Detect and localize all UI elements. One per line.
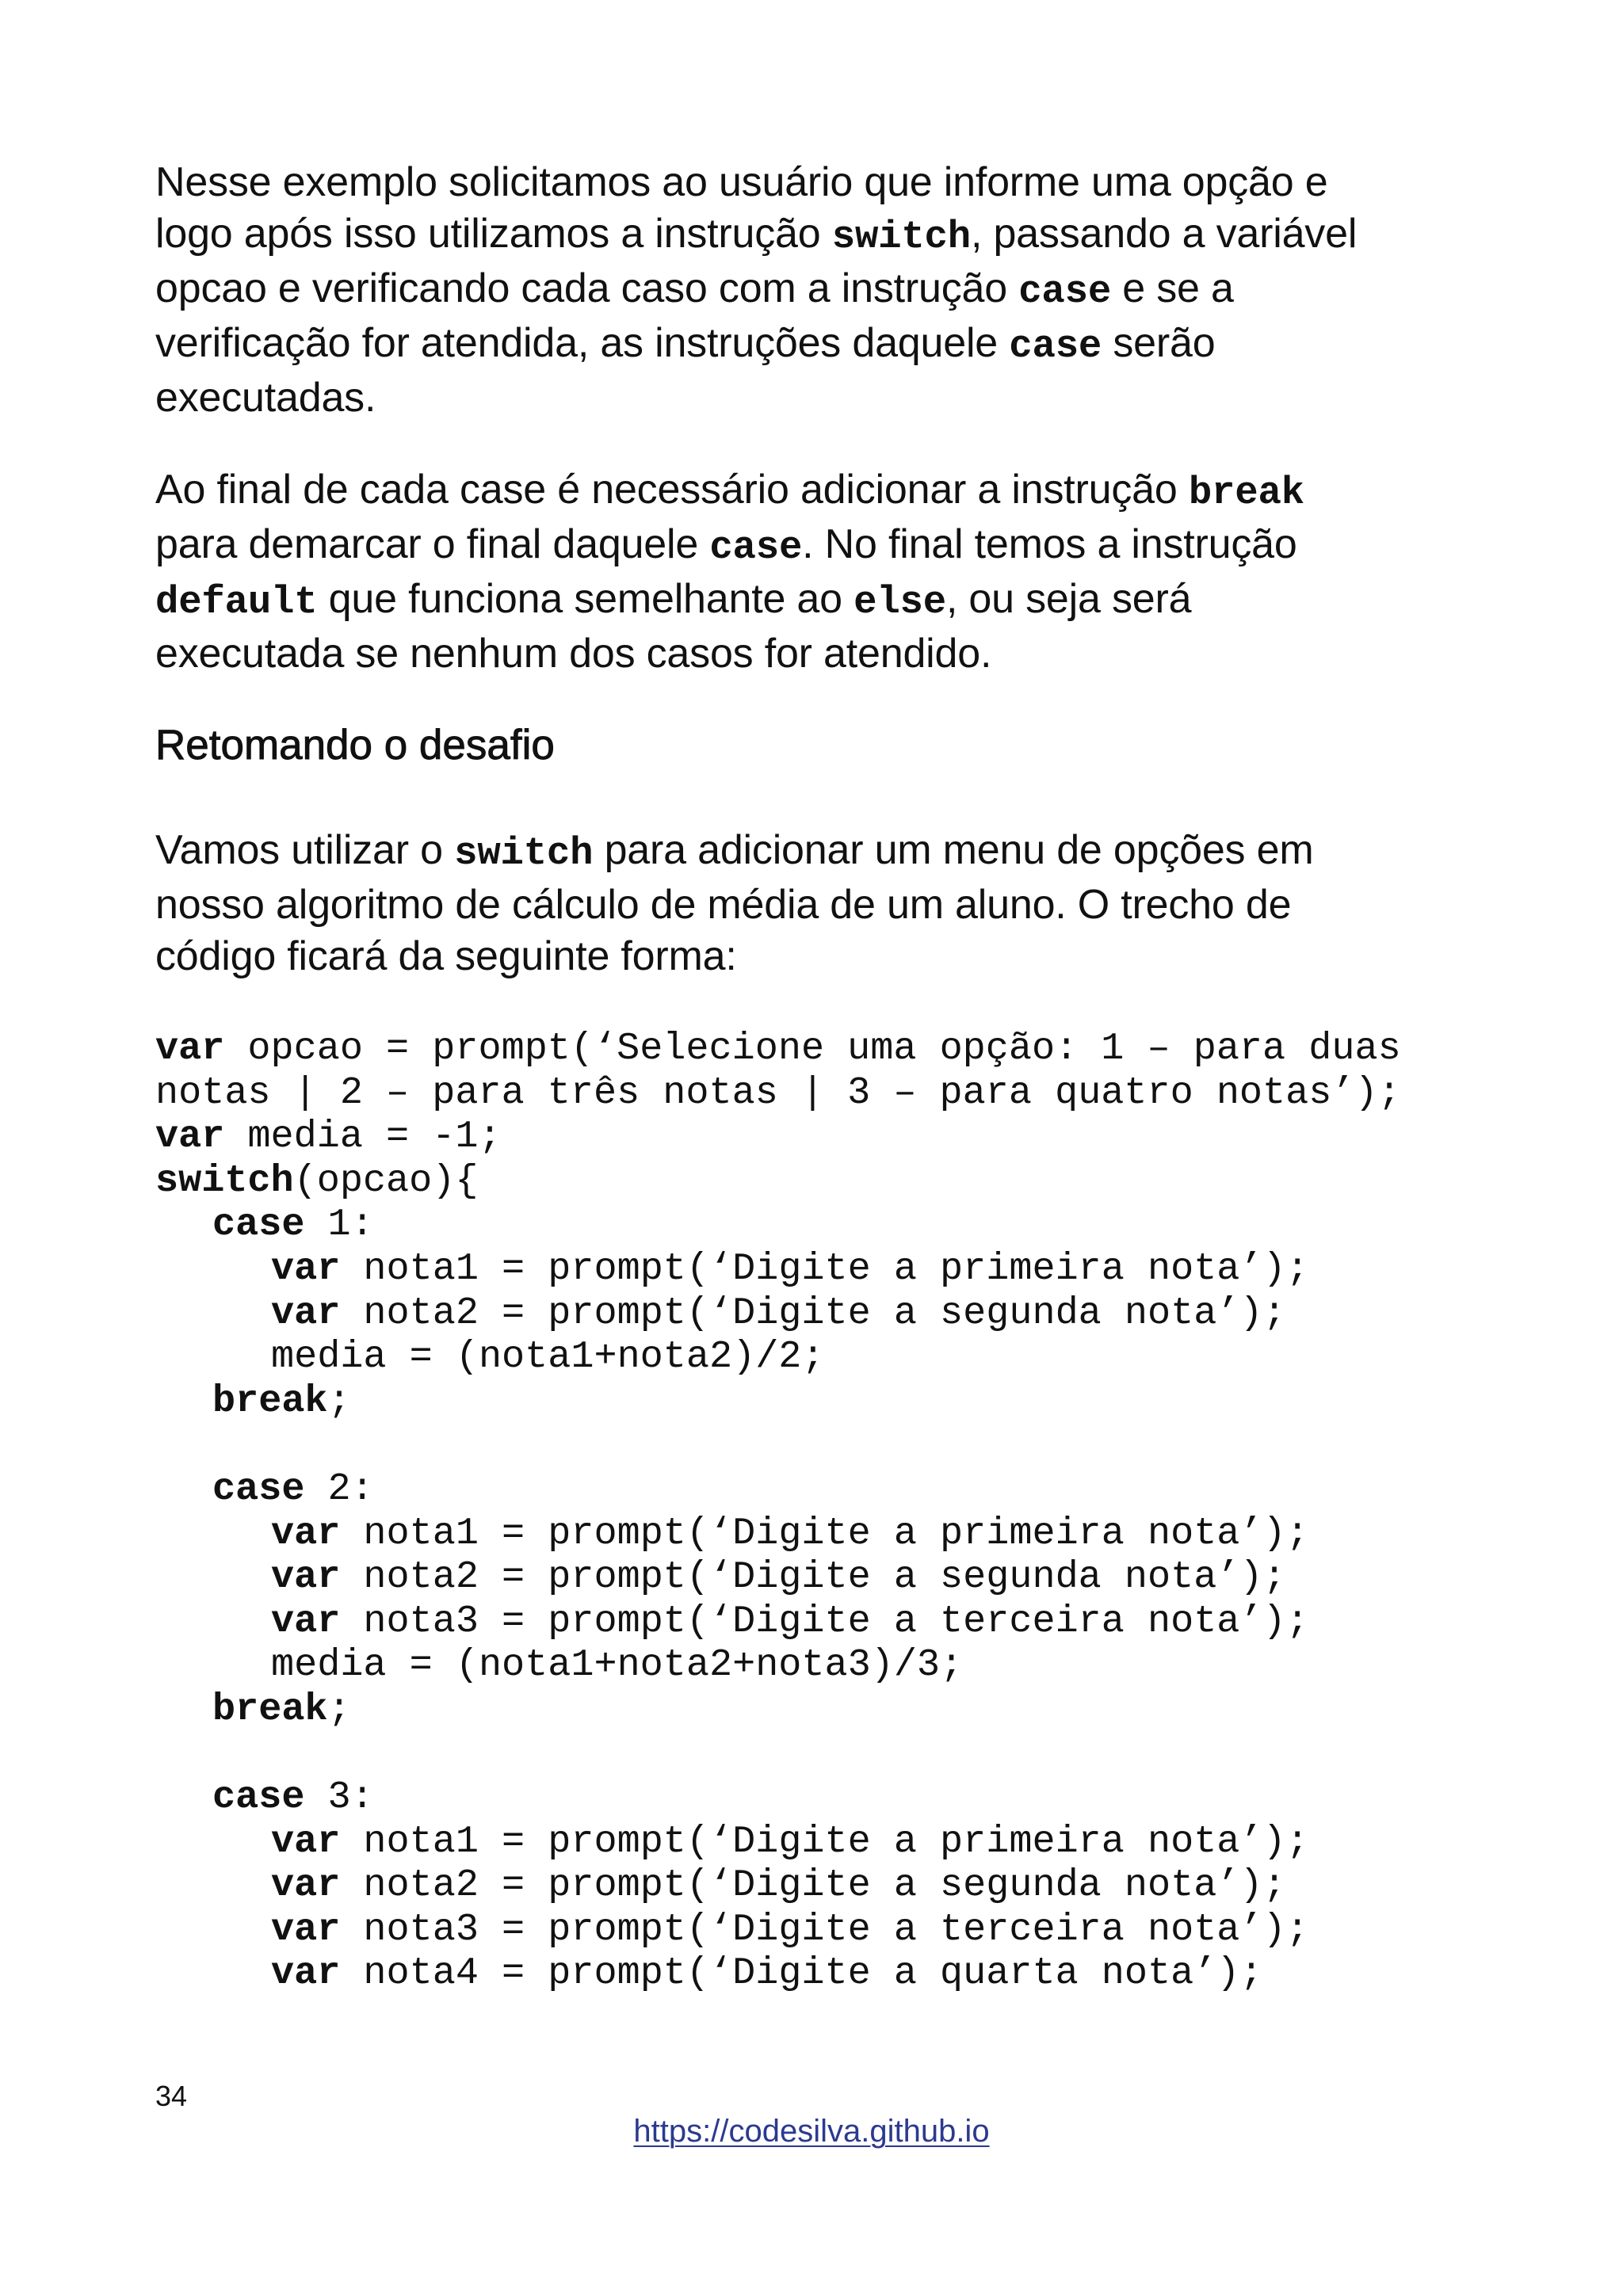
code-line: var nota3 = prompt(‘Digite a terceira nota’); xyxy=(271,1599,1309,1643)
code-line: switch(opcao){ xyxy=(155,1158,479,1203)
paragraph-challenge-intro xyxy=(155,825,1471,982)
text-line: para demarcar o final daquele case. No final temos a instrução xyxy=(155,521,1297,570)
code-line: var nota2 = prompt(‘Digite a segunda nota’); xyxy=(271,1291,1286,1335)
code-line: case 2: xyxy=(212,1466,374,1511)
inline-code-break: break xyxy=(1188,471,1304,515)
paragraph-switch-explanation xyxy=(155,157,1471,424)
inline-code-else: else xyxy=(854,580,946,624)
code-line: var nota4 = prompt(‘Digite a quarta nota’); xyxy=(271,1951,1263,1996)
text-line: Ao final de cada case é necessário adicionar a instrução break xyxy=(155,467,1304,515)
text-line: default que funciona semelhante ao else, ou seja será xyxy=(155,576,1192,624)
code-line: var nota3 = prompt(‘Digite a terceira nota’); xyxy=(271,1907,1309,1951)
code-line: var nota1 = prompt(‘Digite a primeira nota’); xyxy=(271,1246,1309,1291)
footer xyxy=(0,2112,1623,2150)
code-line: var nota2 = prompt(‘Digite a segunda nota’); xyxy=(271,1863,1286,1908)
text-line: opcao e verificando cada caso com a instrução case e se a xyxy=(155,265,1234,314)
inline-code-case: case xyxy=(709,525,803,570)
code-line: break; xyxy=(212,1379,351,1423)
code-line: break; xyxy=(212,1687,351,1731)
code-line: var media = -1; xyxy=(155,1115,502,1159)
inline-code-case: case xyxy=(1018,269,1112,314)
code-line: media = (nota1+nota2+nota3)/3; xyxy=(271,1643,964,1688)
code-line: var nota1 = prompt(‘Digite a primeira nota’); xyxy=(271,1819,1309,1863)
text-line: código ficará da seguinte forma: xyxy=(155,933,737,979)
text-line: executadas. xyxy=(155,375,376,421)
code-line: var opcao = prompt(‘Selecione uma opção: 1 – para duas xyxy=(155,1027,1401,1070)
code-line: var nota2 = prompt(‘Digite a segunda nota’); xyxy=(271,1555,1286,1600)
text-line: logo após isso utilizamos a instrução switch, passando a variável xyxy=(155,211,1358,259)
inline-code-default: default xyxy=(155,580,318,624)
inline-code-case: case xyxy=(1009,324,1102,368)
code-line: media = (nota1+nota2)/2; xyxy=(271,1335,825,1379)
inline-code-switch: switch xyxy=(831,215,971,259)
page-number: 34 xyxy=(155,2080,188,2112)
code-line: case 3: xyxy=(212,1775,374,1820)
text-line: executada se nenhum dos casos for atendido. xyxy=(155,631,992,677)
code-line: case 1: xyxy=(212,1203,374,1247)
text-line: nosso algoritmo de cálculo de média de um aluno. O trecho de xyxy=(155,882,1292,928)
text-line: verificação for atendida, as instruções daquele case serão xyxy=(155,320,1216,368)
paragraph-break-default xyxy=(155,464,1471,680)
text-line: Vamos utilizar o switch para adicionar um menu de opções em xyxy=(155,827,1314,875)
website-link[interactable]: https://codesilva.github.io xyxy=(633,2114,990,2149)
code-blank-line xyxy=(155,1423,1487,1467)
text-line: Nesse exemplo solicitamos ao usuário que informe uma opção e xyxy=(155,159,1328,205)
section-heading: Retomando o desafio xyxy=(155,722,555,769)
code-blank-line xyxy=(155,1732,1487,1776)
code-line: var nota1 = prompt(‘Digite a primeira nota’); xyxy=(271,1511,1309,1555)
inline-code-switch: switch xyxy=(454,831,594,875)
code-line: notas | 2 – para três notas | 3 – para quatro notas’); xyxy=(155,1070,1401,1115)
code-block xyxy=(155,1027,1487,1996)
